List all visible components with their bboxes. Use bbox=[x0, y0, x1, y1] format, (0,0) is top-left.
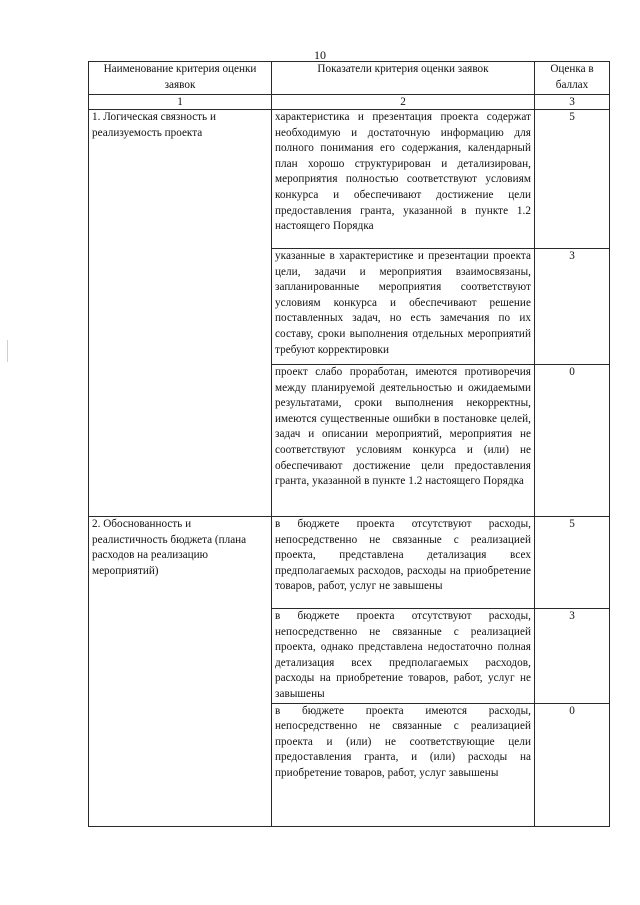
column-number: 2 bbox=[272, 95, 535, 110]
criteria-table bbox=[88, 61, 610, 827]
column-number-row bbox=[89, 95, 610, 110]
header-criterion-name: Наименование критерия оценки заявок bbox=[89, 62, 272, 95]
indicator-text: указанные в характеристике и презентации проекта цели, задачи и мероприятия взаимосвязаны, запланированные мероприятия соответствуют условиям конкурса и обеспечивают решение поставленных задач, но есть замечания по их составу, сроки выполнения отдельных мероприятий требуют корректировки bbox=[272, 249, 535, 365]
header-row bbox=[89, 62, 610, 95]
column-number: 3 bbox=[535, 95, 610, 110]
indicator-score: 0 bbox=[535, 365, 610, 517]
indicator-score: 3 bbox=[535, 609, 610, 704]
indicator-score: 5 bbox=[535, 517, 610, 609]
indicator-score: 3 bbox=[535, 249, 610, 365]
header-score: Оценка в баллах bbox=[535, 62, 610, 95]
header-criterion-indicators: Показатели критерия оценки заявок bbox=[272, 62, 535, 95]
page-number: 10 bbox=[314, 48, 326, 62]
table-row bbox=[89, 517, 610, 609]
indicator-text: в бюджете проекта отсутствуют расходы, непосредственно не связанные с реализацией проекта, представлена детализация всех предполагаемых расходов, расходы на приобретение товаров, работ, услуг не завышены bbox=[272, 517, 535, 609]
column-number: 1 bbox=[89, 95, 272, 110]
indicator-text: характеристика и презентация проекта содержат необходимую и достаточную информацию для полного понимания его содержания, календарный план хорошо структурирован и детализирован, мероприятия полностью соответствуют условиям конкурса и обеспечивают достижение цели предоставления гранта, указанной в пункте 1.2 настоящего Порядка bbox=[272, 110, 535, 249]
criterion-name: 2. Обоснованность и реалистичность бюджета (плана расходов на реализацию мероприятий) bbox=[89, 517, 272, 827]
indicator-text: проект слабо проработан, имеются противоречия между планируемой деятельностью и ожидаемыми результатами, сроки выполнения некорректны, имеются существенные ошибки в постановке целей, задач и описании мероприятий, мероприятия не соответствуют условиям конкурса и (или) не обеспечивают достижение цели предоставления гранта, указанной в пункте 1.2 настоящего Порядка bbox=[272, 365, 535, 517]
indicator-score: 0 bbox=[535, 703, 610, 826]
indicator-text: в бюджете проекта имеются расходы, непосредственно не связанные с реализацией проекта и (или) не соответствующие цели предоставления гранта, и (или) расходы на приобретение товаров, работ, услуг завышены bbox=[272, 703, 535, 826]
table-row bbox=[89, 110, 610, 249]
scan-artifact-line bbox=[7, 340, 8, 362]
indicator-score: 5 bbox=[535, 110, 610, 249]
indicator-text: в бюджете проекта отсутствуют расходы, непосредственно не связанные с реализацией проекта, однако представлена недостаточно полная детализация всех предполагаемых расходов, расходы на приобретение товаров, работ, услуг не завышены bbox=[272, 609, 535, 704]
criterion-name: 1. Логическая связность и реализуемость проекта bbox=[89, 110, 272, 517]
